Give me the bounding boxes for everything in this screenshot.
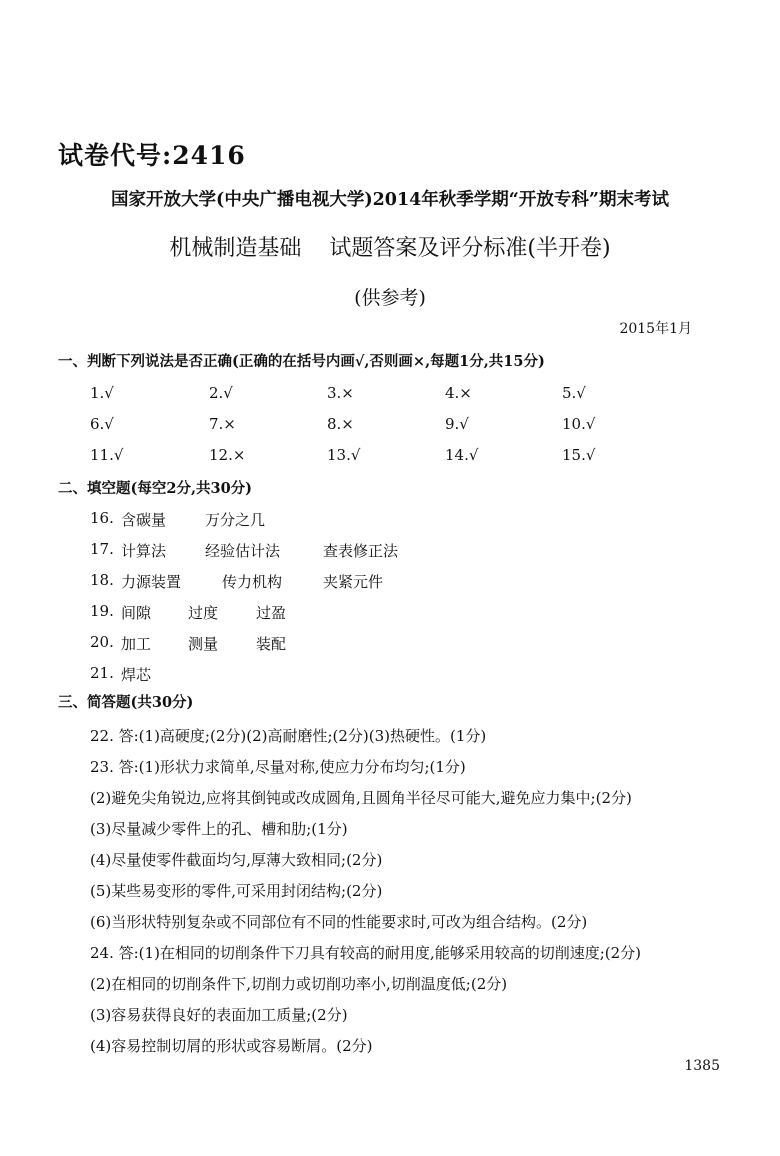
answer-line: (5)某些易变形的零件,可采用封闭结构;(2分) xyxy=(90,882,383,900)
exam-institution-heading: 国家开放大学(中央广播电视大学)2014年秋季学期“开放专科”期末考试 xyxy=(111,190,669,210)
fill-item-number: 20. xyxy=(90,633,114,651)
answer-line: (4)尽量使零件截面均匀,厚薄大致相同;(2分) xyxy=(90,851,383,869)
fill-blank: 万分之几 xyxy=(205,511,266,529)
answer-line: (4)容易控制切屑的形状或容易断屑。(2分) xyxy=(90,1037,373,1055)
answer-10: 10.√ xyxy=(562,415,596,433)
exam-title: 机械制造基础 试题答案及评分标准(半开卷) xyxy=(169,236,611,261)
fill-blank: 传力机构 xyxy=(222,573,283,591)
fill-blank: 焊芯 xyxy=(121,666,152,684)
fill-blank: 加工 xyxy=(121,635,152,653)
section1-heading: 一、判断下列说法是否正确(正确的在括号内画√,否则画×,每题1分,共15分) xyxy=(58,353,545,370)
fill-blank: 装配 xyxy=(256,635,287,653)
answer-line: (3)容易获得良好的表面加工质量;(2分) xyxy=(90,1006,348,1024)
answer-9: 9.√ xyxy=(445,415,469,433)
fill-item-number: 16. xyxy=(90,509,114,527)
answer-3: 3.× xyxy=(327,384,354,402)
answer-line: 24. 答:(1)在相同的切削条件下刀具有较高的耐用度,能够采用较高的切削速度;(2分) xyxy=(90,944,641,962)
answer-6: 6.√ xyxy=(90,415,114,433)
answer-5: 5.√ xyxy=(562,384,586,402)
fill-blank: 含碳量 xyxy=(121,511,167,529)
fill-blank: 计算法 xyxy=(121,542,167,560)
fill-blank: 测量 xyxy=(188,635,219,653)
answer-2: 2.√ xyxy=(209,384,233,402)
answer-11: 11.√ xyxy=(90,446,124,464)
answer-7: 7.× xyxy=(209,415,236,433)
answer-15: 15.√ xyxy=(562,446,596,464)
answer-line: 22. 答:(1)高硬度;(2分)(2)高耐磨性;(2分)(3)热硬性。(1分) xyxy=(90,727,487,745)
answer-line: 23. 答:(1)形状力求简单,尽量对称,使应力分布均匀;(1分) xyxy=(90,758,466,776)
answer-1: 1.√ xyxy=(90,384,114,402)
answer-line: (2)避免尖角锐边,应将其倒钝或改成圆角,且圆角半径尽可能大,避免应力集中;(2分) xyxy=(90,789,632,807)
reference-note: (供参考) xyxy=(354,287,426,309)
answer-14: 14.√ xyxy=(445,446,479,464)
fill-blank: 过盈 xyxy=(256,604,287,622)
fill-item-number: 17. xyxy=(90,540,114,558)
paper-code: 试卷代号:2416 xyxy=(58,141,246,170)
exam-date: 2015年1月 xyxy=(619,321,692,337)
section3-heading: 三、简答题(共30分) xyxy=(58,694,194,711)
answer-line: (3)尽量减少零件上的孔、槽和肋;(1分) xyxy=(90,820,348,838)
answer-line: (6)当形状特别复杂或不同部位有不同的性能要求时,可改为组合结构。(2分) xyxy=(90,913,588,931)
answer-4: 4.× xyxy=(445,384,472,402)
section2-heading: 二、填空题(每空2分,共30分) xyxy=(58,480,253,497)
fill-blank: 夹紧元件 xyxy=(323,573,384,591)
answer-line: (2)在相同的切削条件下,切削力或切削功率小,切削温度低;(2分) xyxy=(90,975,508,993)
fill-item-number: 21. xyxy=(90,664,114,682)
fill-blank: 力源装置 xyxy=(121,573,182,591)
fill-blank: 过度 xyxy=(188,604,219,622)
fill-item-number: 18. xyxy=(90,571,114,589)
answer-13: 13.√ xyxy=(327,446,361,464)
page-number: 1385 xyxy=(684,1058,720,1074)
fill-blank: 经验估计法 xyxy=(205,542,281,560)
answer-12: 12.× xyxy=(209,446,246,464)
fill-blank: 查表修正法 xyxy=(323,542,399,560)
fill-item-number: 19. xyxy=(90,602,114,620)
fill-blank: 间隙 xyxy=(121,604,152,622)
answer-8: 8.× xyxy=(327,415,354,433)
